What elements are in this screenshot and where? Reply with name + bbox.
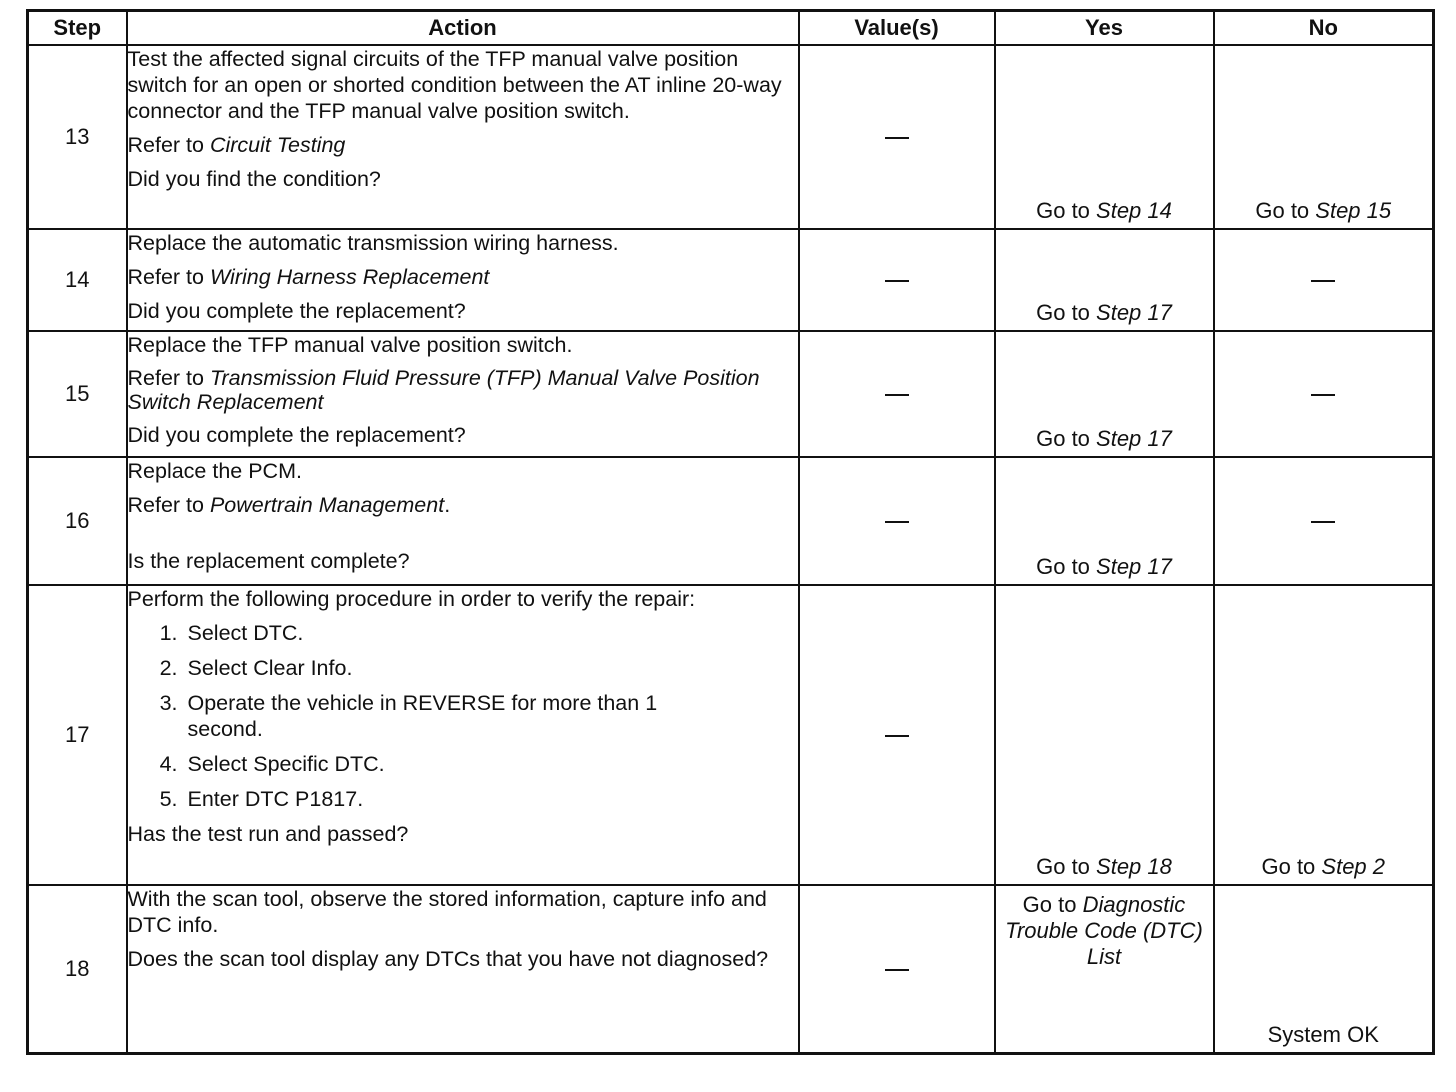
yes-goto[interactable]: Go to Diagnostic Trouble Code (DTC) List [1005,892,1203,969]
value-cell [799,885,995,1053]
action-text: Replace the PCM. [127,459,302,483]
action-cell [127,885,799,1053]
table-row [28,885,1434,1053]
yes-goto[interactable]: Go to Step 18 [1036,854,1172,879]
step-number: 14 [28,229,127,331]
header-row [28,11,1434,46]
no-cell [1214,45,1434,229]
list-item: 4. Select Specific DTC. [184,751,798,777]
procedure-list [128,620,798,812]
no-cell [1214,331,1434,457]
action-question: Has the test run and passed? [127,822,409,846]
no-cell [1214,885,1434,1053]
yes-cell [995,229,1214,331]
action-question: Did you complete the replacement? [127,423,466,447]
list-item: 3. Operate the vehicle in REVERSE for more than 1 second. [184,690,798,742]
dash-mark [885,394,909,396]
yes-cell [995,585,1214,885]
action-text: Replace the automatic transmission wiring harness. [127,231,619,255]
dash-mark [885,137,909,139]
action-cell [127,585,799,885]
action-question: Does the scan tool display any DTCs that you have not diagnosed? [127,947,769,971]
yes-cell [995,45,1214,229]
yes-goto[interactable]: Go to Step 17 [1036,300,1172,325]
refer-link[interactable]: Wiring Harness Replacement [209,265,490,289]
table-row [28,229,1434,331]
step-number: 13 [28,45,127,229]
action-question: Did you find the condition? [127,167,381,191]
value-cell [799,229,995,331]
header-no: No [1214,11,1434,46]
yes-goto[interactable]: Go to Step 17 [1036,426,1172,451]
refer-link[interactable]: Transmission Fluid Pressure (TFP) Manual Valve Position Switch Replacement [127,366,760,414]
no-cell [1214,585,1434,885]
yes-cell [995,457,1214,585]
refer-line: Refer to Circuit Testing [127,133,346,157]
dash-mark [1311,394,1335,396]
no-cell [1214,457,1434,585]
dash-mark [1311,521,1335,523]
action-text: With the scan tool, observe the stored information, capture info and DTC info. [127,887,767,937]
action-text: Replace the TFP manual valve position switch. [127,333,573,357]
header-yes: Yes [995,11,1214,46]
yes-cell [995,885,1214,1053]
action-text: Perform the following procedure in order to verify the repair: [127,587,696,611]
no-result: System OK [1267,1021,1379,1047]
no-cell [1214,229,1434,331]
table-row [28,585,1434,885]
action-cell [127,331,799,457]
refer-link[interactable]: Circuit Testing [209,133,346,157]
dash-mark [885,735,909,737]
step-number: 15 [28,331,127,457]
dash-mark [1311,280,1335,282]
action-question: Did you complete the replacement? [127,299,466,323]
header-action: Action [127,11,799,46]
value-cell [799,45,995,229]
action-cell [127,457,799,585]
dash-mark [885,521,909,523]
table-row [28,45,1434,229]
refer-line: Refer to Powertrain Management. [127,493,451,517]
value-cell [799,331,995,457]
table-row [28,457,1434,585]
list-item: 1. Select DTC. [184,620,798,646]
header-step: Step [28,11,127,46]
header-values: Value(s) [799,11,995,46]
list-item: 2. Select Clear Info. [184,655,798,681]
dash-mark [885,280,909,282]
yes-cell [995,331,1214,457]
step-number: 18 [28,885,127,1053]
value-cell [799,585,995,885]
yes-goto[interactable]: Go to Step 14 [1036,198,1172,223]
yes-goto[interactable]: Go to Step 17 [1036,554,1172,579]
no-goto[interactable]: Go to Step 2 [1261,854,1386,879]
refer-link[interactable]: Powertrain Management [209,493,445,517]
action-cell [127,229,799,331]
list-item: 5. Enter DTC P1817. [184,786,798,812]
no-goto[interactable]: Go to Step 15 [1255,198,1392,223]
refer-line: Refer to Transmission Fluid Pressure (TFP) Manual Valve Position Switch Replacement [127,366,760,414]
step-number: 16 [28,457,127,585]
table-row [28,331,1434,457]
step-number: 17 [28,585,127,885]
action-text: Test the affected signal circuits of the TFP manual valve position switch for an open or shorted condition between the AT inline 20-way connector and the TFP manual valve position switch. [127,47,782,123]
value-cell [799,457,995,585]
dash-mark [885,969,909,971]
action-cell [127,45,799,229]
diagnostic-table [26,9,1435,1055]
refer-line: Refer to Wiring Harness Replacement [127,265,490,289]
action-question: Is the replacement complete? [127,549,410,573]
